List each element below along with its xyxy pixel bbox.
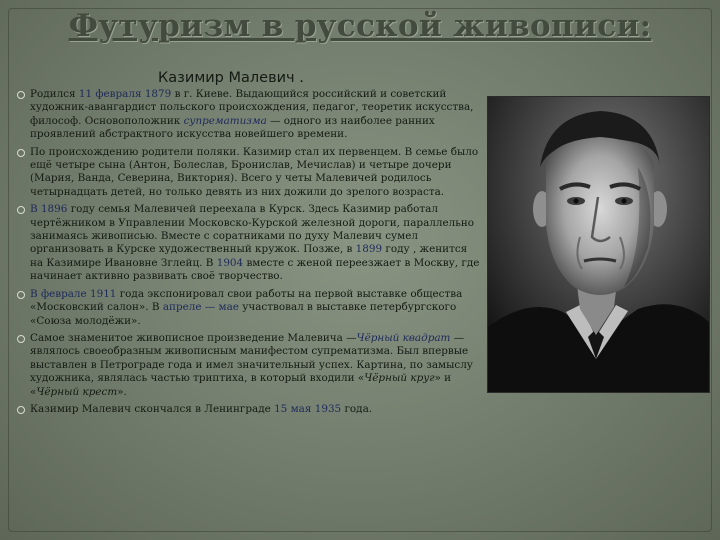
date-link[interactable]: 11 февраля 1879 [78,88,172,100]
bullet-text: года экспонировал свои работы на первой выставке общества «Московский салон». В [30,287,463,314]
bullet-text: — одного из наиболее ранних проявлений абстрактного искусства новейшего времени. [30,114,435,141]
black-square-link[interactable]: Чёрный квадрат [356,331,451,344]
bullet-text: Родился [30,88,79,100]
bullet-text: » и « [30,372,452,398]
black-circle-title: Чёрный круг [364,372,435,385]
date-link[interactable]: апреле — мае [162,301,239,314]
bullet-item-6 [14,403,482,416]
bullet-circle-icon [16,205,25,214]
slide-subtitle: Казимир Малевич . [158,70,304,86]
bullet-item-1 [14,88,482,142]
date-link[interactable]: 15 мая 1935 [274,402,342,415]
black-cross-title: Чёрный крест [36,385,118,398]
bullet-circle-icon [16,334,25,343]
year-link[interactable]: 1899 [355,243,383,256]
bullet-item-3 [14,203,482,283]
portrait-illustration [488,97,709,392]
year-link[interactable]: В 1896 [30,203,68,216]
portrait-photo [487,96,710,393]
suprematism-link[interactable]: супрематизма [183,114,267,127]
bullet-circle-icon [16,148,25,157]
bullet-list [14,88,482,420]
bullet-text: года. [341,402,373,415]
bullet-text: в г. Киеве. Выдающийся российский и советский художник-авангардист польского происхождения, педагог, теоретик искусства, философ. Основоположник [30,88,474,127]
bullet-text: По происхождению родители поляки. Казимир стал их первенцем. В семье было ещё четыре сына (Антон, Болеслав, Бронислав, Мечислав) и четыре дочери (Мария, Ванда, Северина, Виктория). Всего у четы Малевичей родилось четырнадцать детей, но только девять из них дожили до зрелого возраста. [30,145,479,198]
bullet-text: Казимир Малевич скончался в Ленинграде [30,402,275,415]
bullet-item-2 [14,146,482,200]
bullet-text: году , женится на Казимире Ивановне Зглейц. В [30,243,468,269]
bullet-text: — являлось своеобразным живописным манифестом супрематизма. Был впервые выставлен в Петрограде года и имел значительный успех. Картина, по замыслу художника, являлась частью триптиха, в который входили « [30,331,473,385]
bullet-circle-icon [16,290,25,299]
bullet-item-5 [14,332,482,399]
year-link[interactable]: 1904 [216,256,244,269]
bullet-text: вместе с женой переезжает в Москву, где начинает активно развивать своё творчество. [30,256,480,283]
bullet-circle-icon [16,90,25,99]
bullet-text: участвовал в выставке петербургского «Союза молодёжи». [30,301,457,327]
bullet-circle-icon [16,405,25,414]
date-link[interactable]: В феврале 1911 [30,287,117,300]
bullet-text: году семья Малевичей переехала в Курск. Здесь Казимир работал чертёжником в Управлении Московско-Курской железной дороги, параллельно занимаясь живописью. Вместе с соратниками по духу Малевич сумел организовать в Курске художественный кружок. Позже, в [30,203,475,256]
bullet-item-4 [14,288,482,328]
bullet-text: Самое знаменитое живописное произведение Малевича — [30,331,357,344]
slide-title: Футуризм в русской живописи: [68,8,652,44]
bullet-text: ». [117,385,127,398]
